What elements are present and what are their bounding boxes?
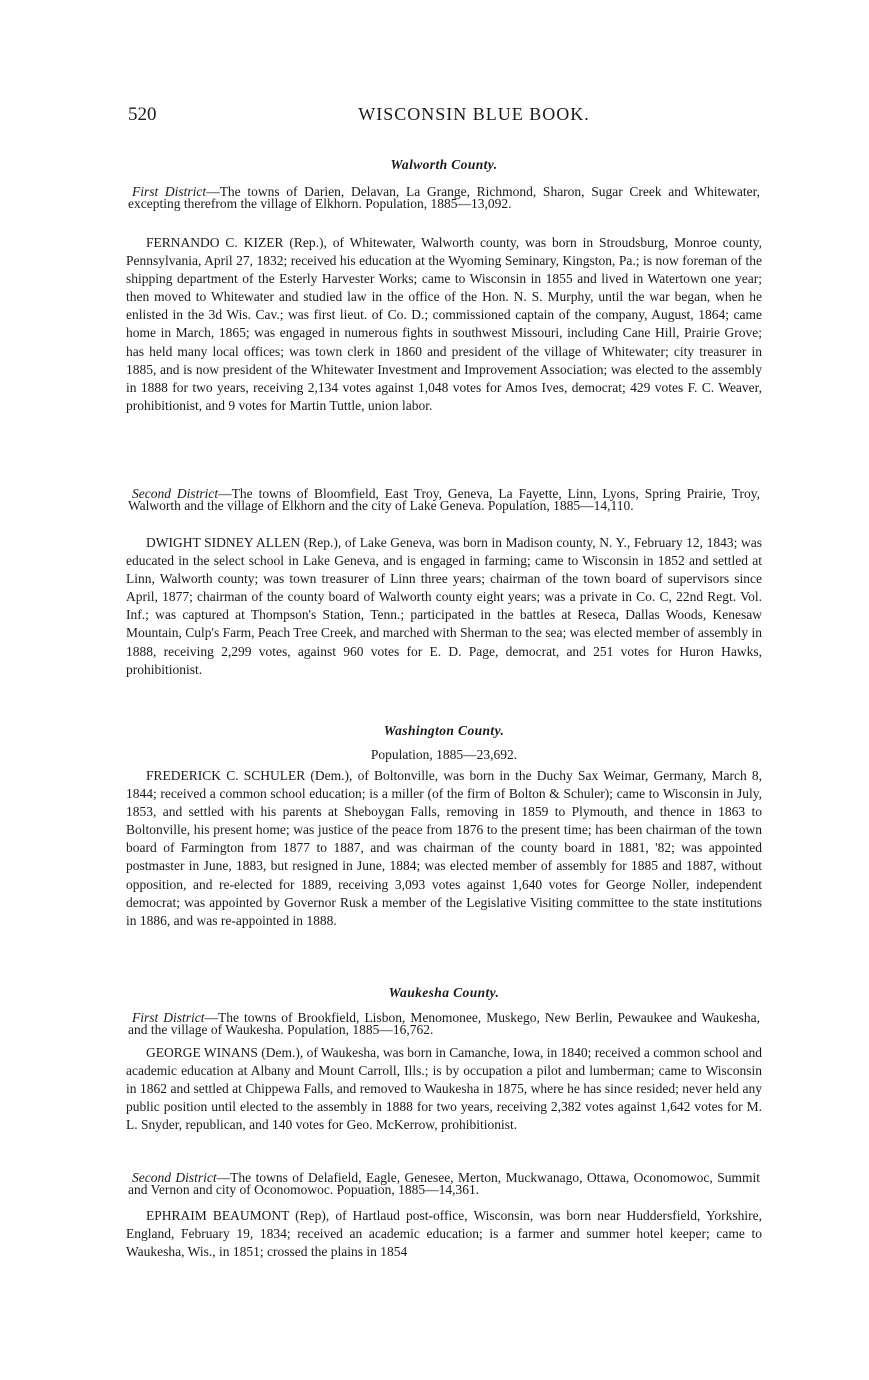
washington-county-heading: Washington County. xyxy=(383,723,505,738)
walworth-first-district xyxy=(128,186,760,210)
kizer-biography: FERNANDO C. KIZER (Rep.), of Whitewater, Walworth county, was born in Stroudsburg, Monroe county, Pennsylvania, April 27, 1832; received his education at the Wyoming Seminary, Kingston, Pa.; is now foreman of the shipping department of the Esterly Harvester Works; came to Wisconsin in 1855 and lived in Watertown one year; then moved to Whitewater and studied law in the office of the Hon. N. S. Murphy, until the war began, when he enlisted in the 3d Wis. Cav.; was first lieut. of Co. D.; commissioned captain of the company, August, 1864; came home in March, 1865; was engaged in numerous fights in southwest Missouri, including Cane Hill, Prairie Grove; has held many local offices; was town clerk in 1860 and president of the village of Whitewater; city treasurer in 1885, and is now president of the Whitewater Investment and Improvement Association; was elected to the assembly in 1888 for two years, receiving 2,134 votes against 1,048 votes for Amos Ives, democrat; 429 votes F. C. Weaver, prohibitionist, and 9 votes for Martin Tuttle, union labor. xyxy=(126,235,762,413)
waukesha-first-district xyxy=(128,1012,760,1036)
waukesha-county-heading: Waukesha County. xyxy=(388,985,500,1000)
district-label: First District xyxy=(132,184,207,199)
district-description: —The towns of Darien, Delavan, La Grange, Richmond, Sharon, Sugar Creek and Whitewater, excepting therefrom the village of Elkhorn. Population, 1885—13,092. xyxy=(128,184,760,211)
page-number: 520 xyxy=(128,104,157,125)
walworth-second-district xyxy=(128,488,760,512)
district-label: Second District xyxy=(132,486,219,501)
district-description: —The towns of Bloomfield, East Troy, Geneva, La Fayette, Linn, Lyons, Spring Prairie, Troy, Walworth and the village of Elkhorn and the city of Lake Geneva. Population, 1885—14,110. xyxy=(128,486,760,513)
allen-biography: DWIGHT SIDNEY ALLEN (Rep.), of Lake Geneva, was born in Madison county, N. Y., February 12, 1843; was educated in the select school in Lake Geneva, and is engaged in farming; came to Wisconsin in 1852 and settled at Linn, Walworth county; was town treasurer of Linn three years; chairman of the town board of supervisors since April, 1877; chairman of the county board of Walworth county eight years; was a private in Co. C, 22nd Regt. Vol. Inf.; was captured at Thompson's Station, Tenn.; participated in the battles at Reseca, Dallas Woods, Kenesaw Mountain, Culp's Farm, Peach Tree Creek, and marched with Sherman to the sea; was elected member of assembly in 1888, receiving 2,299 votes, against 960 votes for E. D. Page, democrat, and 251 votes for Huron Hawks, prohibitionist. xyxy=(126,535,762,677)
district-label: First District xyxy=(132,1010,205,1025)
district-description: —The towns of Brookfield, Lisbon, Menomonee, Muskego, New Berlin, Pewaukee and Waukesha, and the village of Waukesha. Population, 1885—16,762. xyxy=(128,1010,760,1037)
waukesha-second-district xyxy=(128,1172,760,1196)
beaumont-biography: EPHRAIM BEAUMONT (Rep), of Hartlaud post-office, Wisconsin, was born near Huddersfield, Yorkshire, England, February 19, 1834; received an academic education; is a farmer and summer hotel keeper; came to Waukesha, Wis., in 1851; crossed the plains in 1854 xyxy=(126,1208,762,1260)
district-label: Second District xyxy=(132,1170,217,1185)
washington-population: Population, 1885—23,692. xyxy=(370,747,518,762)
winans-biography: GEORGE WINANS (Dem.), of Waukesha, was born in Camanche, Iowa, in 1840; received a common school and academic education at Albany and Mount Carroll, Ills.; is by occupation a pilot and lumberman; came to Wisconsin in 1862 and settled at Chippewa Falls, and removed to Waukesha in 1875, where he has since resided; never held any public position until elected to the assembly in 1888 for two years, receiving 2,382 votes against 1,642 votes for M. L. Snyder, republican, and 140 votes for Geo. McKerrow, prohibitionist. xyxy=(126,1045,762,1133)
schuler-biography: FREDERICK C. SCHULER (Dem.), of Boltonville, was born in the Duchy Sax Weimar, Germany, March 8, 1844; received a common school education; is a miller (of the firm of Bolton & Schuler); came to Wisconsin in July, 1853, and settled with his parents at Sheboygan Falls, removing in 1859 to Plymouth, and thence in 1863 to Boltonville, his present home; was justice of the peace from 1876 to the present time; has been chairman of the town board of Farmington from 1877 to 1887, and was chairman of the county board in 1881, '82; was appointed postmaster in June, 1883, but resigned in June, 1884; was elected member of assembly for 1885 and 1887, without opposition, and re-elected for 1889, receiving 3,093 votes against 1,640 votes for George Noller, independent democrat; was appointed by Governor Rusk a member of the Legislative Visiting committee to the state institutions in 1886, and was re-appointed in 1888. xyxy=(126,768,762,928)
running-head xyxy=(128,104,760,128)
walworth-county-heading: Walworth County. xyxy=(390,157,498,172)
running-title: WISCONSIN BLUE BOOK. xyxy=(358,104,590,124)
district-description: —The towns of Delafield, Eagle, Genesee, Merton, Muckwanago, Ottawa, Oconomowoc, Summit and Vernon and city of Oconomowoc. Popuation, 1885—14,361. xyxy=(128,1170,760,1197)
